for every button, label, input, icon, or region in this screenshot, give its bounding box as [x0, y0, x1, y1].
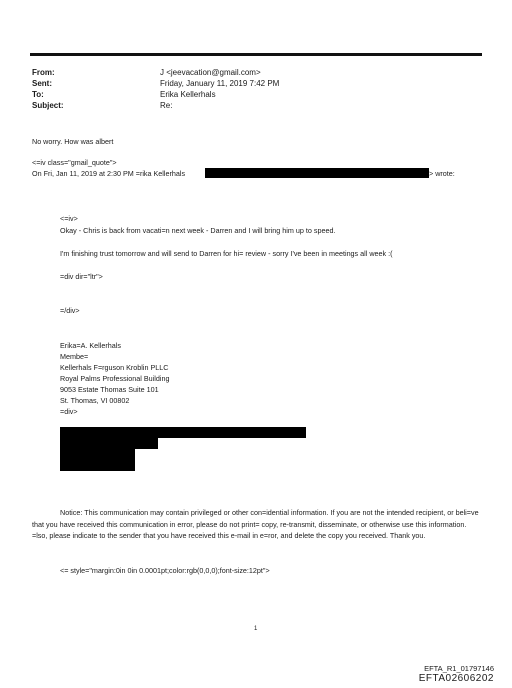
- to-value: Erika Kellerhals: [160, 90, 216, 99]
- quote-div-tag: <=iv class="gmail_quote">: [32, 158, 117, 167]
- signature-firm: Kellerhals F=rguson Kroblin PLLC: [60, 363, 169, 372]
- redaction-email-address: [205, 168, 429, 178]
- from-row: [32, 68, 261, 78]
- iv-tag: <=iv>: [60, 214, 78, 223]
- quoted-line-2: I'm finishing trust tomorrow and will send to Darren for hi= review - sorry I've been in meetings all week :(: [60, 249, 393, 258]
- wrote-text: > wrote:: [429, 169, 455, 178]
- subject-row: [32, 101, 173, 111]
- redaction-block-3: [60, 449, 135, 471]
- redaction-block-1: [60, 427, 306, 438]
- quote-attribution: On Fri, Jan 11, 2019 at 2:30 PM =rika Kellerhals: [32, 169, 186, 178]
- bates-number: EFTA02606202: [418, 673, 494, 684]
- signature-building: Royal Palms Professional Building: [60, 374, 170, 383]
- sent-label: Sent:: [32, 79, 52, 88]
- signature-div-tag: =div>: [60, 407, 78, 416]
- to-label: To:: [32, 90, 44, 99]
- bates-number-r1: EFTA_R1_01797146: [424, 664, 494, 673]
- signature-title: Membe=: [60, 352, 89, 361]
- signature-city: St. Thomas, VI 00802: [60, 396, 130, 405]
- to-row: [32, 90, 216, 100]
- subject-value: Re:: [160, 101, 173, 110]
- signature-name: Erika=A. Kellerhals: [60, 341, 121, 350]
- sent-row: [32, 79, 280, 89]
- from-label: From:: [32, 68, 55, 77]
- reply-text: No worry. How was albert: [32, 137, 114, 146]
- redaction-block-2: [60, 438, 158, 449]
- subject-label: Subject:: [32, 101, 64, 110]
- div-dir-tag: =div dir="ltr">: [60, 272, 103, 281]
- page-number: 1: [254, 626, 258, 632]
- quoted-line-1: Okay - Chris is back from vacati=n next week - Darren and I will bring him up to speed.: [60, 226, 336, 235]
- signature-street: 9053 Estate Thomas Suite 101: [60, 385, 159, 394]
- div-close-tag: =/div>: [60, 306, 80, 315]
- confidentiality-notice: Notice: This communication may contain privileged or other con=idential information. If you are not the intended recipient, or beli=ve that you have received this communication in error, please do not print= copy, re-transmit, disseminate, or otherwise use this information. =lso, please indicate to the sender that you have received this e-mail in e=ror, and delete the copy you received. Thank you.: [32, 508, 479, 540]
- from-value: J <jeevacation@gmail.com>: [160, 68, 261, 77]
- style-tag-line: <= style="margin:0in 0in 0.0001pt;color:rgb(0,0,0);font-size:12pt">: [60, 566, 270, 575]
- sent-value: Friday, January 11, 2019 7:42 PM: [160, 79, 280, 88]
- header-top-rule: [30, 53, 482, 56]
